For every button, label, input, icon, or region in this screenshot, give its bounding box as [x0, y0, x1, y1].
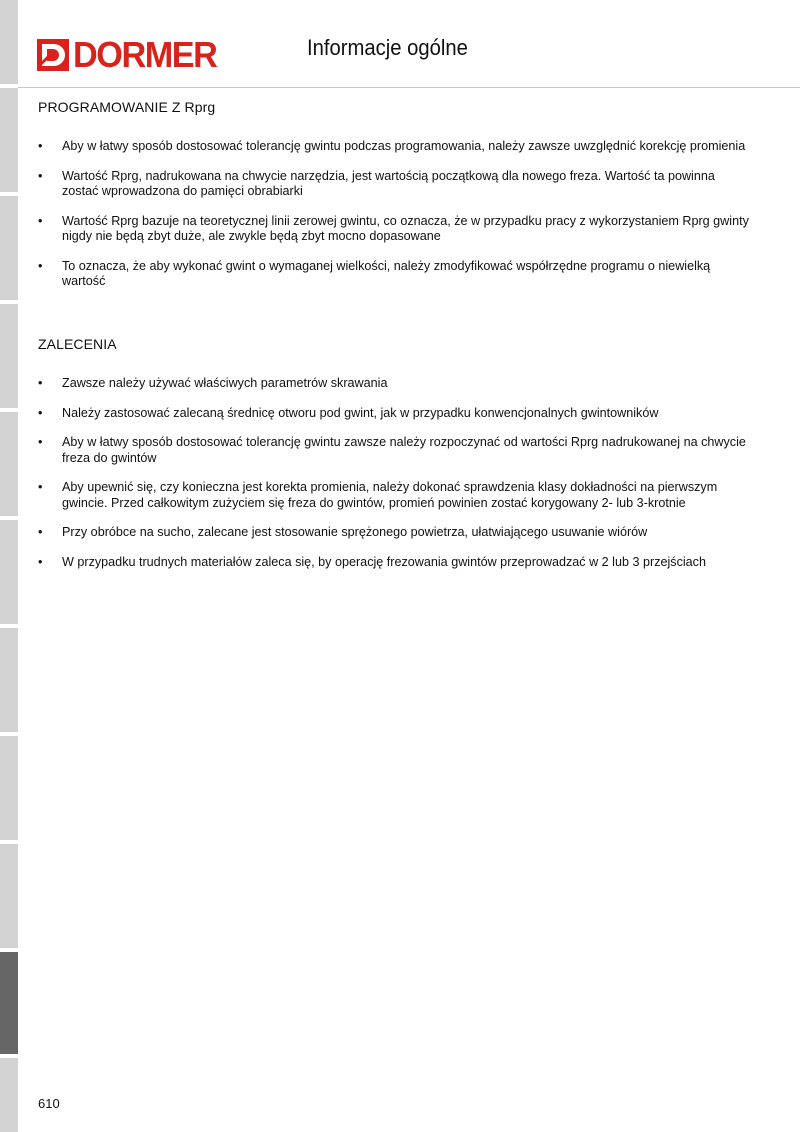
list-item: • Należy zastosować zalecaną średnicę otworu pod gwint, jak w przypadku konwencjonalnych gwintowników — [38, 405, 659, 420]
side-tab[interactable] — [0, 0, 18, 84]
recommendations-bullet-list — [38, 376, 753, 584]
bullet-icon: • — [38, 480, 43, 494]
list-item: • To oznacza, że aby wykonać gwint o wymaganej wielkości, należy zmodyfikować współrzędne programu o niewielką wartość — [38, 258, 711, 288]
programming-bullet-list — [38, 139, 753, 304]
bullet-icon: • — [38, 139, 43, 153]
side-tab[interactable] — [0, 628, 18, 732]
bullet-icon: • — [38, 213, 43, 228]
side-tab-strip — [0, 0, 18, 1132]
list-item: • Zawsze należy używać właściwych parametrów skrawania — [38, 376, 388, 390]
side-tab-active[interactable] — [0, 952, 18, 1054]
brand-logo — [37, 34, 229, 75]
side-tab[interactable] — [0, 844, 18, 948]
bullet-icon: • — [38, 554, 43, 569]
bullet-icon: • — [38, 525, 43, 539]
bullet-icon: • — [38, 435, 43, 449]
side-tab[interactable] — [0, 520, 18, 624]
list-item: • Przy obróbce na sucho, zalecane jest stosowanie sprężonego powietrza, ułatwiającego usuwanie wiórów — [38, 525, 648, 539]
list-item: • W przypadku trudnych materiałów zaleca się, by operację frezowania gwintów przeprowadzać w 2 lub 3 przejściach — [38, 554, 706, 569]
bullet-icon: • — [38, 376, 43, 390]
list-item: • Wartość Rprg bazuje na teoretycznej linii zerowej gwintu, co oznacza, że w przypadku pracy z wykorzystaniem Rprg gwinty nigdy nie będą zbyt duże, ale zwykle będą zbyt mocno dopasowane — [38, 213, 749, 243]
side-tab[interactable] — [0, 304, 18, 408]
logo-wordmark: DORMER — [73, 34, 217, 75]
list-item: • Aby w łatwy sposób dostosować tolerancję gwintu zawsze należy rozpoczynać od wartości Rprg nadrukowanej na chwycie freza do gwintów — [38, 435, 746, 465]
side-tab[interactable] — [0, 412, 18, 516]
bullet-icon: • — [38, 258, 43, 273]
bullet-icon: • — [38, 168, 43, 183]
section-heading-recommendations: ZALECENIA — [38, 336, 117, 352]
side-tab[interactable] — [0, 88, 18, 192]
side-tab[interactable] — [0, 1058, 18, 1132]
page-title: Informacje ogólne — [307, 35, 468, 60]
list-item: • Wartość Rprg, nadrukowana na chwycie narzędzia, jest wartością początkową dla nowego freza. Wartość ta powinna zostać wprowadzona do pamięci obrabiarki — [38, 168, 715, 198]
bullet-icon: • — [38, 405, 43, 420]
list-item: • Aby upewnić się, czy konieczna jest korekta promienia, należy dokonać sprawdzenia klasy dokładności na pierwszym gwincie. Przed całkowitym zużyciem się freza do gwintów, promień powinien zostać korygowany 2- lub 3-krotnie — [38, 480, 718, 510]
section-heading-programming: PROGRAMOWANIE Z Rprg — [38, 99, 216, 115]
side-tab[interactable] — [0, 196, 18, 300]
header-divider — [18, 87, 800, 88]
page-number: 610 — [38, 1096, 60, 1111]
dormer-logo-icon — [37, 39, 69, 71]
list-item: • Aby w łatwy sposób dostosować tolerancję gwintu podczas programowania, należy zawsze uwzględnić korekcję promienia — [38, 139, 746, 153]
side-tab[interactable] — [0, 736, 18, 840]
